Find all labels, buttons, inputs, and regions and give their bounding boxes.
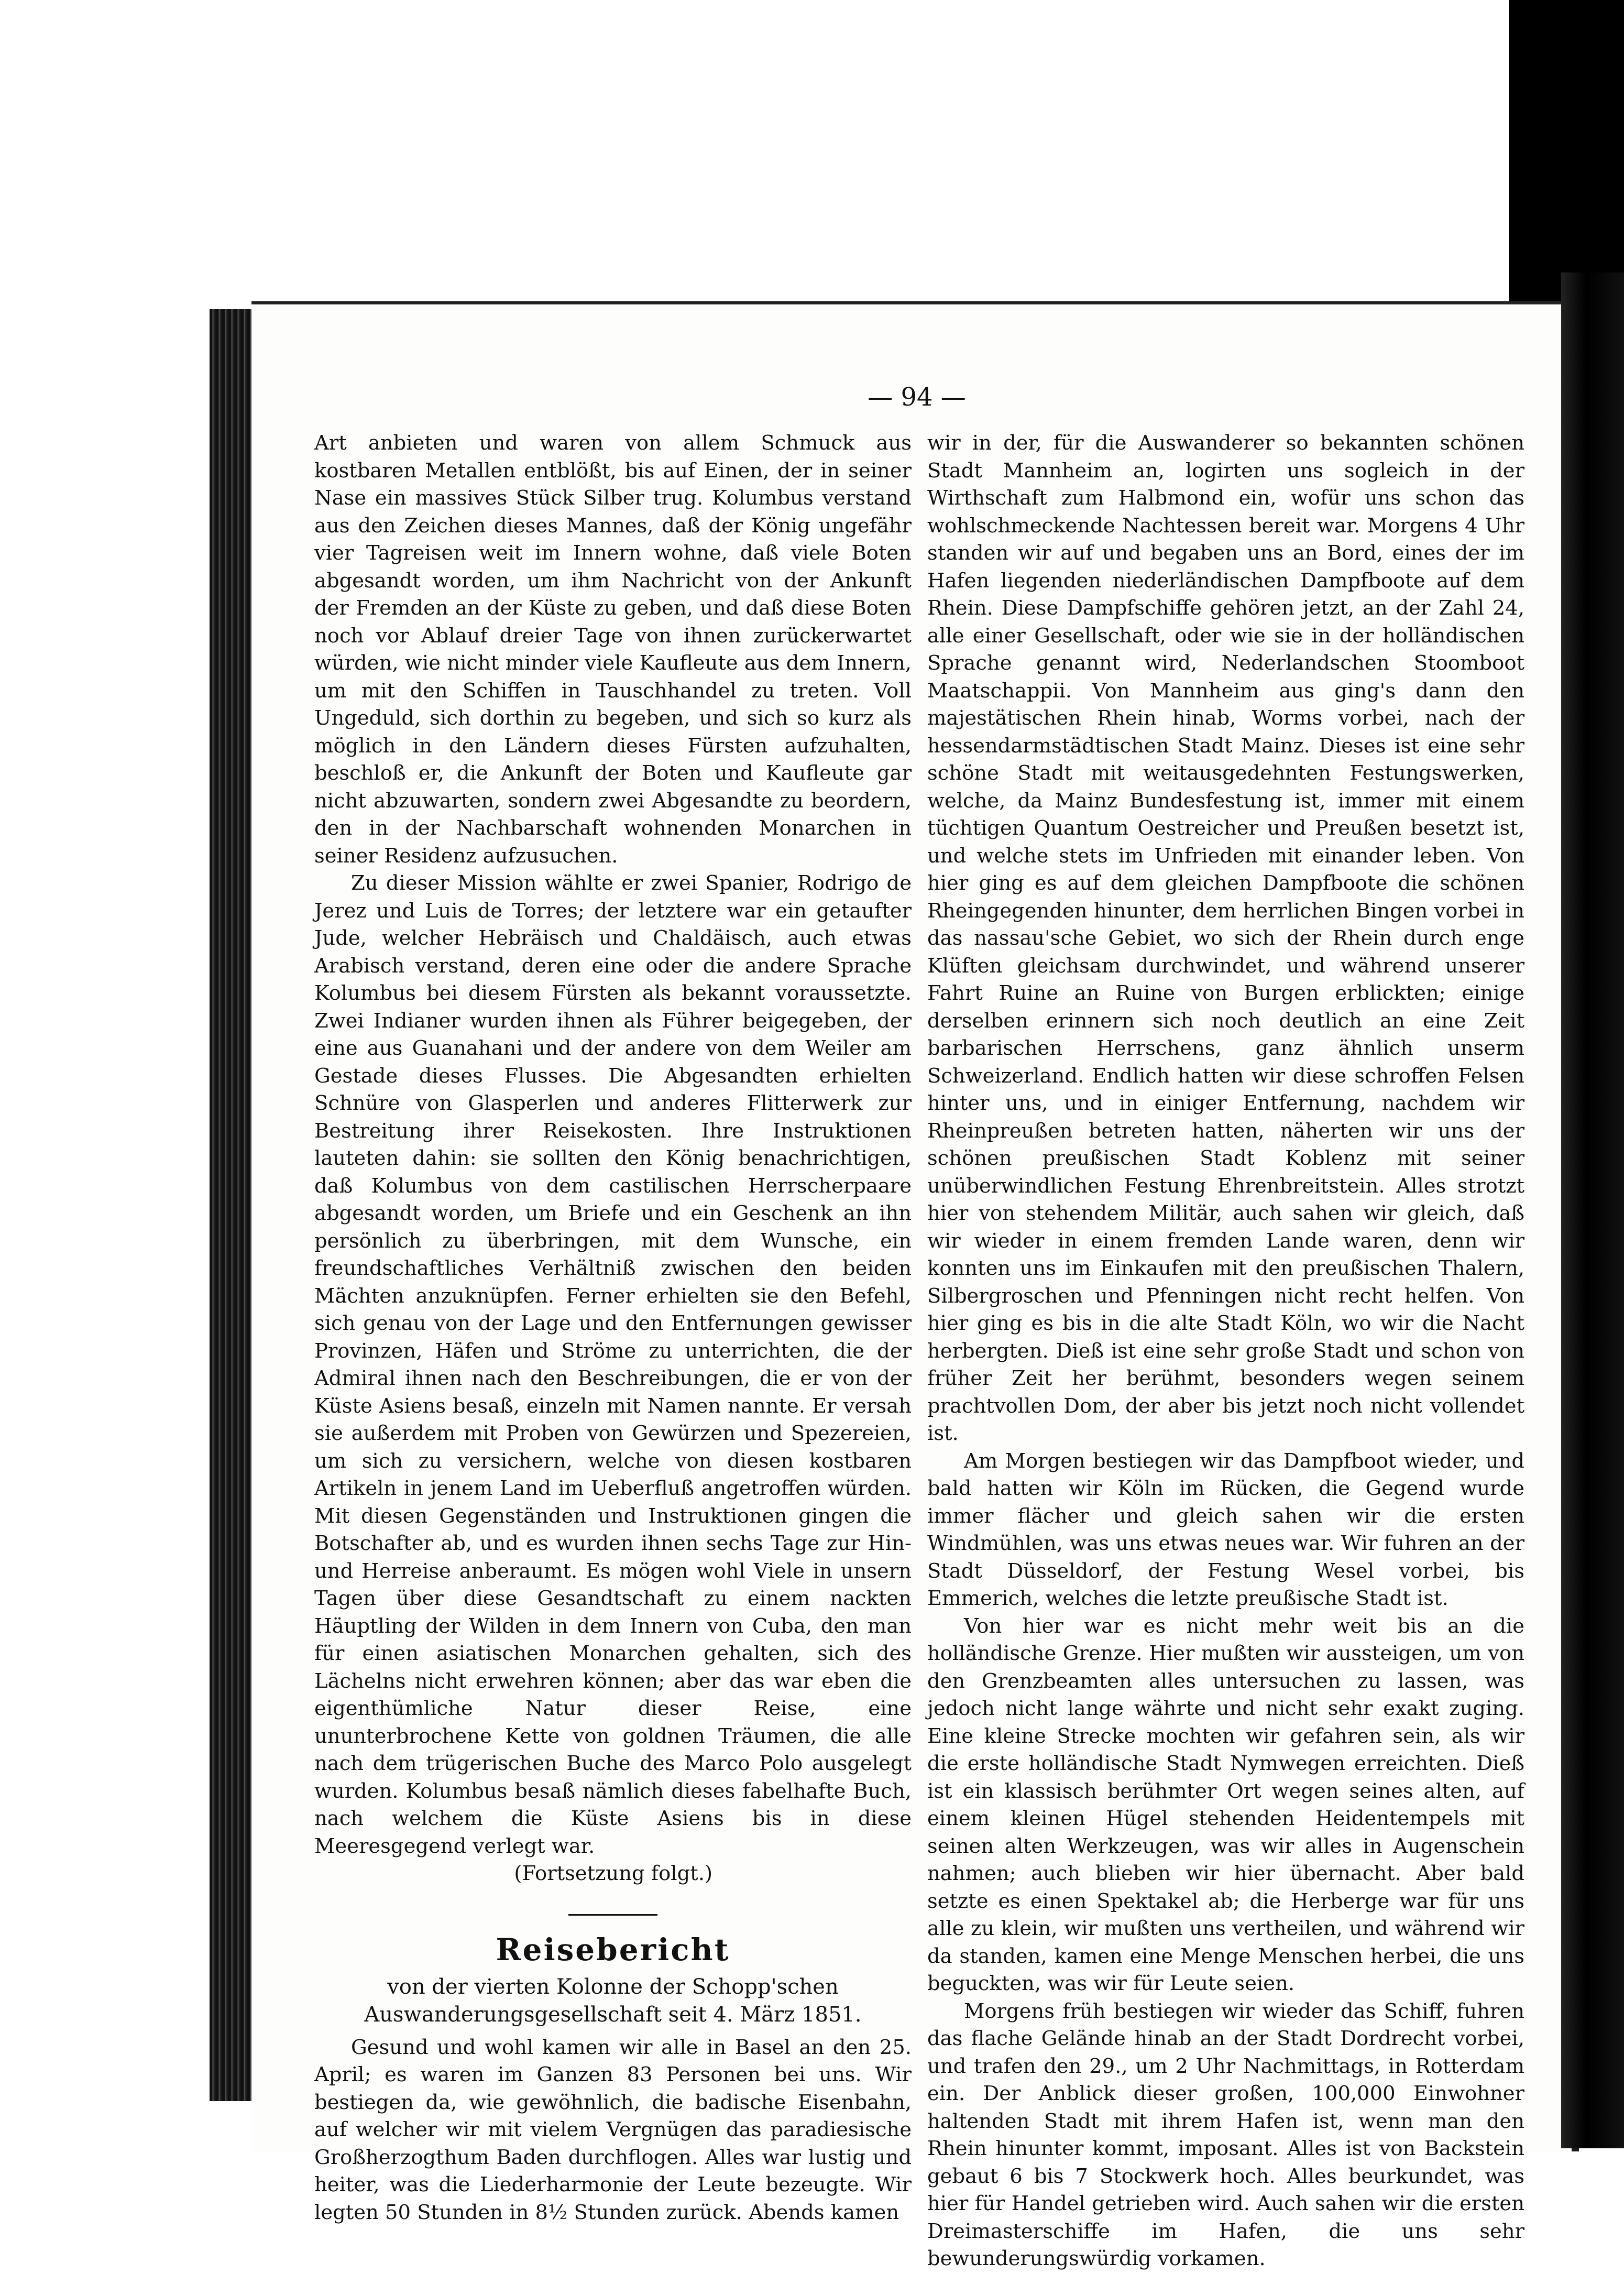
scan-dark-corner [1509, 0, 1624, 314]
scan-dark-edge [1561, 272, 1624, 2148]
continuation-note: (Fortsetzung folgt.) [514, 1862, 712, 1885]
left-column [314, 430, 912, 2226]
book-spine [210, 309, 251, 2101]
right-paragraph-3: Von hier war es nicht mehr weit bis an die holländische Grenze. Hier mußten wir aussteigen, um von den Grenzbeamten alles untersuchen zu lassen, was jedoch nicht lange währte und nicht sehr exakt zuging. Eine kleine Strecke mochten wir gefahren sein, als wir die erste holländische Stadt Nymwegen erreichten. Dieß ist ein klassisch berühmter Ort wegen seines alten, auf einem kleinen Hügel stehenden Heidentempels mit seinen alten Werkzeugen, was wir alles in Augenschein nahmen; auch blieben wir hier übernacht. Aber bald setzte es einen Spektakel ab; die Herberge war für uns alle zu klein, wir mußten uns vertheilen, und während wir da standen, kamen eine Menge Menschen herbei, die uns beguckten, was wir für Leute seien. [927, 1614, 1524, 1995]
article-subtitle: von der vierten Kolonne der Schopp'schen Auswanderungsgesellschaft seit 4. März 1851. [364, 1974, 862, 2027]
right-paragraph-1: wir in der, für die Auswanderer so bekannten schönen Stadt Mannheim an, logirten uns sogleich in der Wirthschaft zum Halbmond ein, wofür uns schon das wohlschmeckende Nachtessen bereit war. Morgens 4 Uhr standen wir auf und begaben uns an Bord, eines der im Hafen liegenden niederländischen Dampfboote auf dem Rhein. Diese Dampfschiffe gehören jetzt, an der Zahl 24, alle einer Gesellschaft, oder wie sie in der holländischen Sprache genannt wird, Nederlandschen Stoomboot Maatschappii. Von Mannheim aus ging's dann den majestätischen Rhein hinab, Worms vorbei, nach der hessendarmstädtischen Stadt Mainz. Dieses ist eine sehr schöne Stadt mit weitausgedehnten Festungswerken, welche, da Mainz Bundesfestung ist, immer mit einem tüchtigen Quantum Oestreicher und Preußen besetzt ist, und welche stets im Unfrieden mit einander leben. Von hier ging es auf dem gleichen Dampfboote die schönen Rheingegenden hinunter, dem herrlichen Bingen vorbei in das nassau'sche Gebiet, wo sich der Rhein durch enge Klüften gleichsam durchwindet, und während unserer Fahrt Ruine an Ruine von Burgen erblickten; einige derselben erinnern sich noch deutlich an eine Zeit barbarischen Herrschens, ganz ähnlich unserm Schweizerland. Endlich hatten wir diese schroffen Felsen hinter uns, und in einiger Entfernung, nachdem wir Rheinpreußen betreten hatten, näherten wir uns der schönen preußischen Stadt Koblenz mit seiner unüberwindlichen Festung Ehrenbreitstein. Alles strotzt hier von stehendem Militär, auch sahen wir gleich, daß wir wieder in einem fremden Lande waren, denn wir konnten uns im Einkaufen mit den preußischen Thalern, Silbergroschen und Pfenningen nicht recht helfen. Von hier ging es bis in die alte Stadt Köln, wo wir die Nacht herbergten. Dieß ist eine sehr große Stadt und schon von früher Zeit her berühmt, besonders wegen seinem prachtvollen Dom, der aber bis jetzt noch nicht vollendet ist. [927, 431, 1524, 1445]
article-paragraph-1: Gesund und wohl kamen wir alle in Basel an den 25. April; es waren im Ganzen 83 Personen bei uns. Wir bestiegen da, wie gewöhnlich, die badische Eisenbahn, auf welcher wir mit vielem Vergnügen das paradiesische Großherzogthum Baden durchflogen. Alles war lustig und heiter, was die Liederharmonie der Leute bezeugte. Wir legten 50 Stunden in 8½ Stunden zurück. Abends kamen [314, 2035, 912, 2224]
right-paragraph-2: Am Morgen bestiegen wir das Dampfboot wieder, und bald hatten wir Köln im Rücken, die Gegend wurde immer flächer und gleich sahen wir die ersten Windmühlen, was uns etwas neues war. Wir fuhren an der Stadt Düsseldorf, der Festung Wesel vorbei, bis Emmerich, welches die letzte preußische Stadt ist. [927, 1449, 1524, 1610]
left-paragraph-1: Art anbieten und waren von allem Schmuck aus kostbaren Metallen entblößt, bis auf Einen, der in seiner Nase ein massives Stück Silber trug. Kolumbus verstand aus den Zeichen dieses Mannes, daß der König ungefähr vier Tagreisen weit im Innern wohne, daß viele Boten abgesandt worden, um ihm Nachricht von der Ankunft der Fremden an der Küste zu geben, und daß diese Boten noch vor Ablauf dreier Tage von ihnen zurückerwartet würden, wie nicht minder viele Kaufleute aus dem Innern, um mit den Schiffen in Tauschhandel zu treten. Voll Ungeduld, sich dorthin zu begeben, und sich so kurz als möglich in den Ländern dieses Fürsten aufzuhalten, beschloß er, die Ankunft der Boten und Kaufleute gar nicht abzuwarten, sondern zwei Abgesandte zu beordern, den in der Nachbarschaft wohnenden Monarchen in seiner Residenz aufzusuchen. [314, 431, 912, 868]
right-paragraph-4: Morgens früh bestiegen wir wieder das Schiff, fuhren das flache Gelände hinab an der Stadt Dordrecht vorbei, und trafen den 29., um 2 Uhr Nachmittags, in Rotterdam ein. Der Anblick dieser großen, 100,000 Einwohner haltenden Stadt mit ihrem Hafen ist, wenn man den Rhein hinunter kommt, imposant. Alles ist von Backstein gebaut 6 bis 7 Stockwerk hoch. Alles beurkundet, was hier für Handel getrieben wird. Auch sahen wir die ersten Dreimasterschiffe im Hafen, die uns sehr bewunderungswürdig vorkamen. [927, 1999, 1524, 2270]
right-column [927, 430, 1524, 2273]
page-number: — 94 — [868, 383, 966, 412]
left-paragraph-2: Zu dieser Mission wählte er zwei Spanier, Rodrigo de Jerez und Luis de Torres; der letztere war ein getaufter Jude, welcher Hebräisch und Chaldäisch, auch etwas Arabisch verstand, deren eine oder die andere Sprache Kolumbus bei diesem Fürsten als bekannt voraussetzte. Zwei Indianer wurden ihnen als Führer beigegeben, der eine aus Guanahani und der andere von dem Weiler am Gestade dieses Flusses. Die Abgesandten erhielten Schnüre von Glasperlen und anderes Flitterwerk zur Bestreitung ihrer Reisekosten. Ihre Instruktionen lauteten dahin: sie sollten den König benachrichtigen, daß Kolumbus von dem castilischen Herrscherpaare abgesandt worden, um Briefe und ein Geschenk an ihn persönlich zu überbringen, mit dem Wunsche, ein freundschaftliches Verhältniß zwischen den beiden Mächten anzuknüpfen. Ferner erhielten sie den Befehl, sich genau von der Lage und den Entfernungen gewisser Provinzen, Häfen und Ströme zu unterrichten, die der Admiral ihnen nach den Beschreibungen, die er von der Küste Asiens besaß, einzeln mit Namen nannte. Er versah sie außerdem mit Proben von Gewürzen und Spezereien, um sich zu versichern, welche von diesen kostbaren Artikeln in jenem Land im Ueberfluß angetroffen würden. Mit diesen Gegenständen und Instruktionen gingen die Botschafter ab, und es wurden ihnen sechs Tage zur Hin- und Herreise anberaumt. Es mögen wohl Viele in unsern Tagen über diese Gesandtschaft zu einem nackten Häuptling der Wilden in dem Innern von Cuba, den man für einen asiatischen Monarchen gehalten, sich des Lächelns nicht erwehren können; aber das war eben die eigenthümliche Natur dieser Reise, eine ununterbrochene Kette von goldnen Träumen, die alle nach dem trügerischen Buche des Marco Polo ausgelegt wurden. Kolumbus besaß nämlich dieses fabelhafte Buch, nach welchem die Küste Asiens bis in diese Meeresgegend verlegt war. [314, 871, 912, 1858]
section-divider [568, 1914, 657, 1916]
article-title: Reisebericht [496, 1931, 730, 1968]
